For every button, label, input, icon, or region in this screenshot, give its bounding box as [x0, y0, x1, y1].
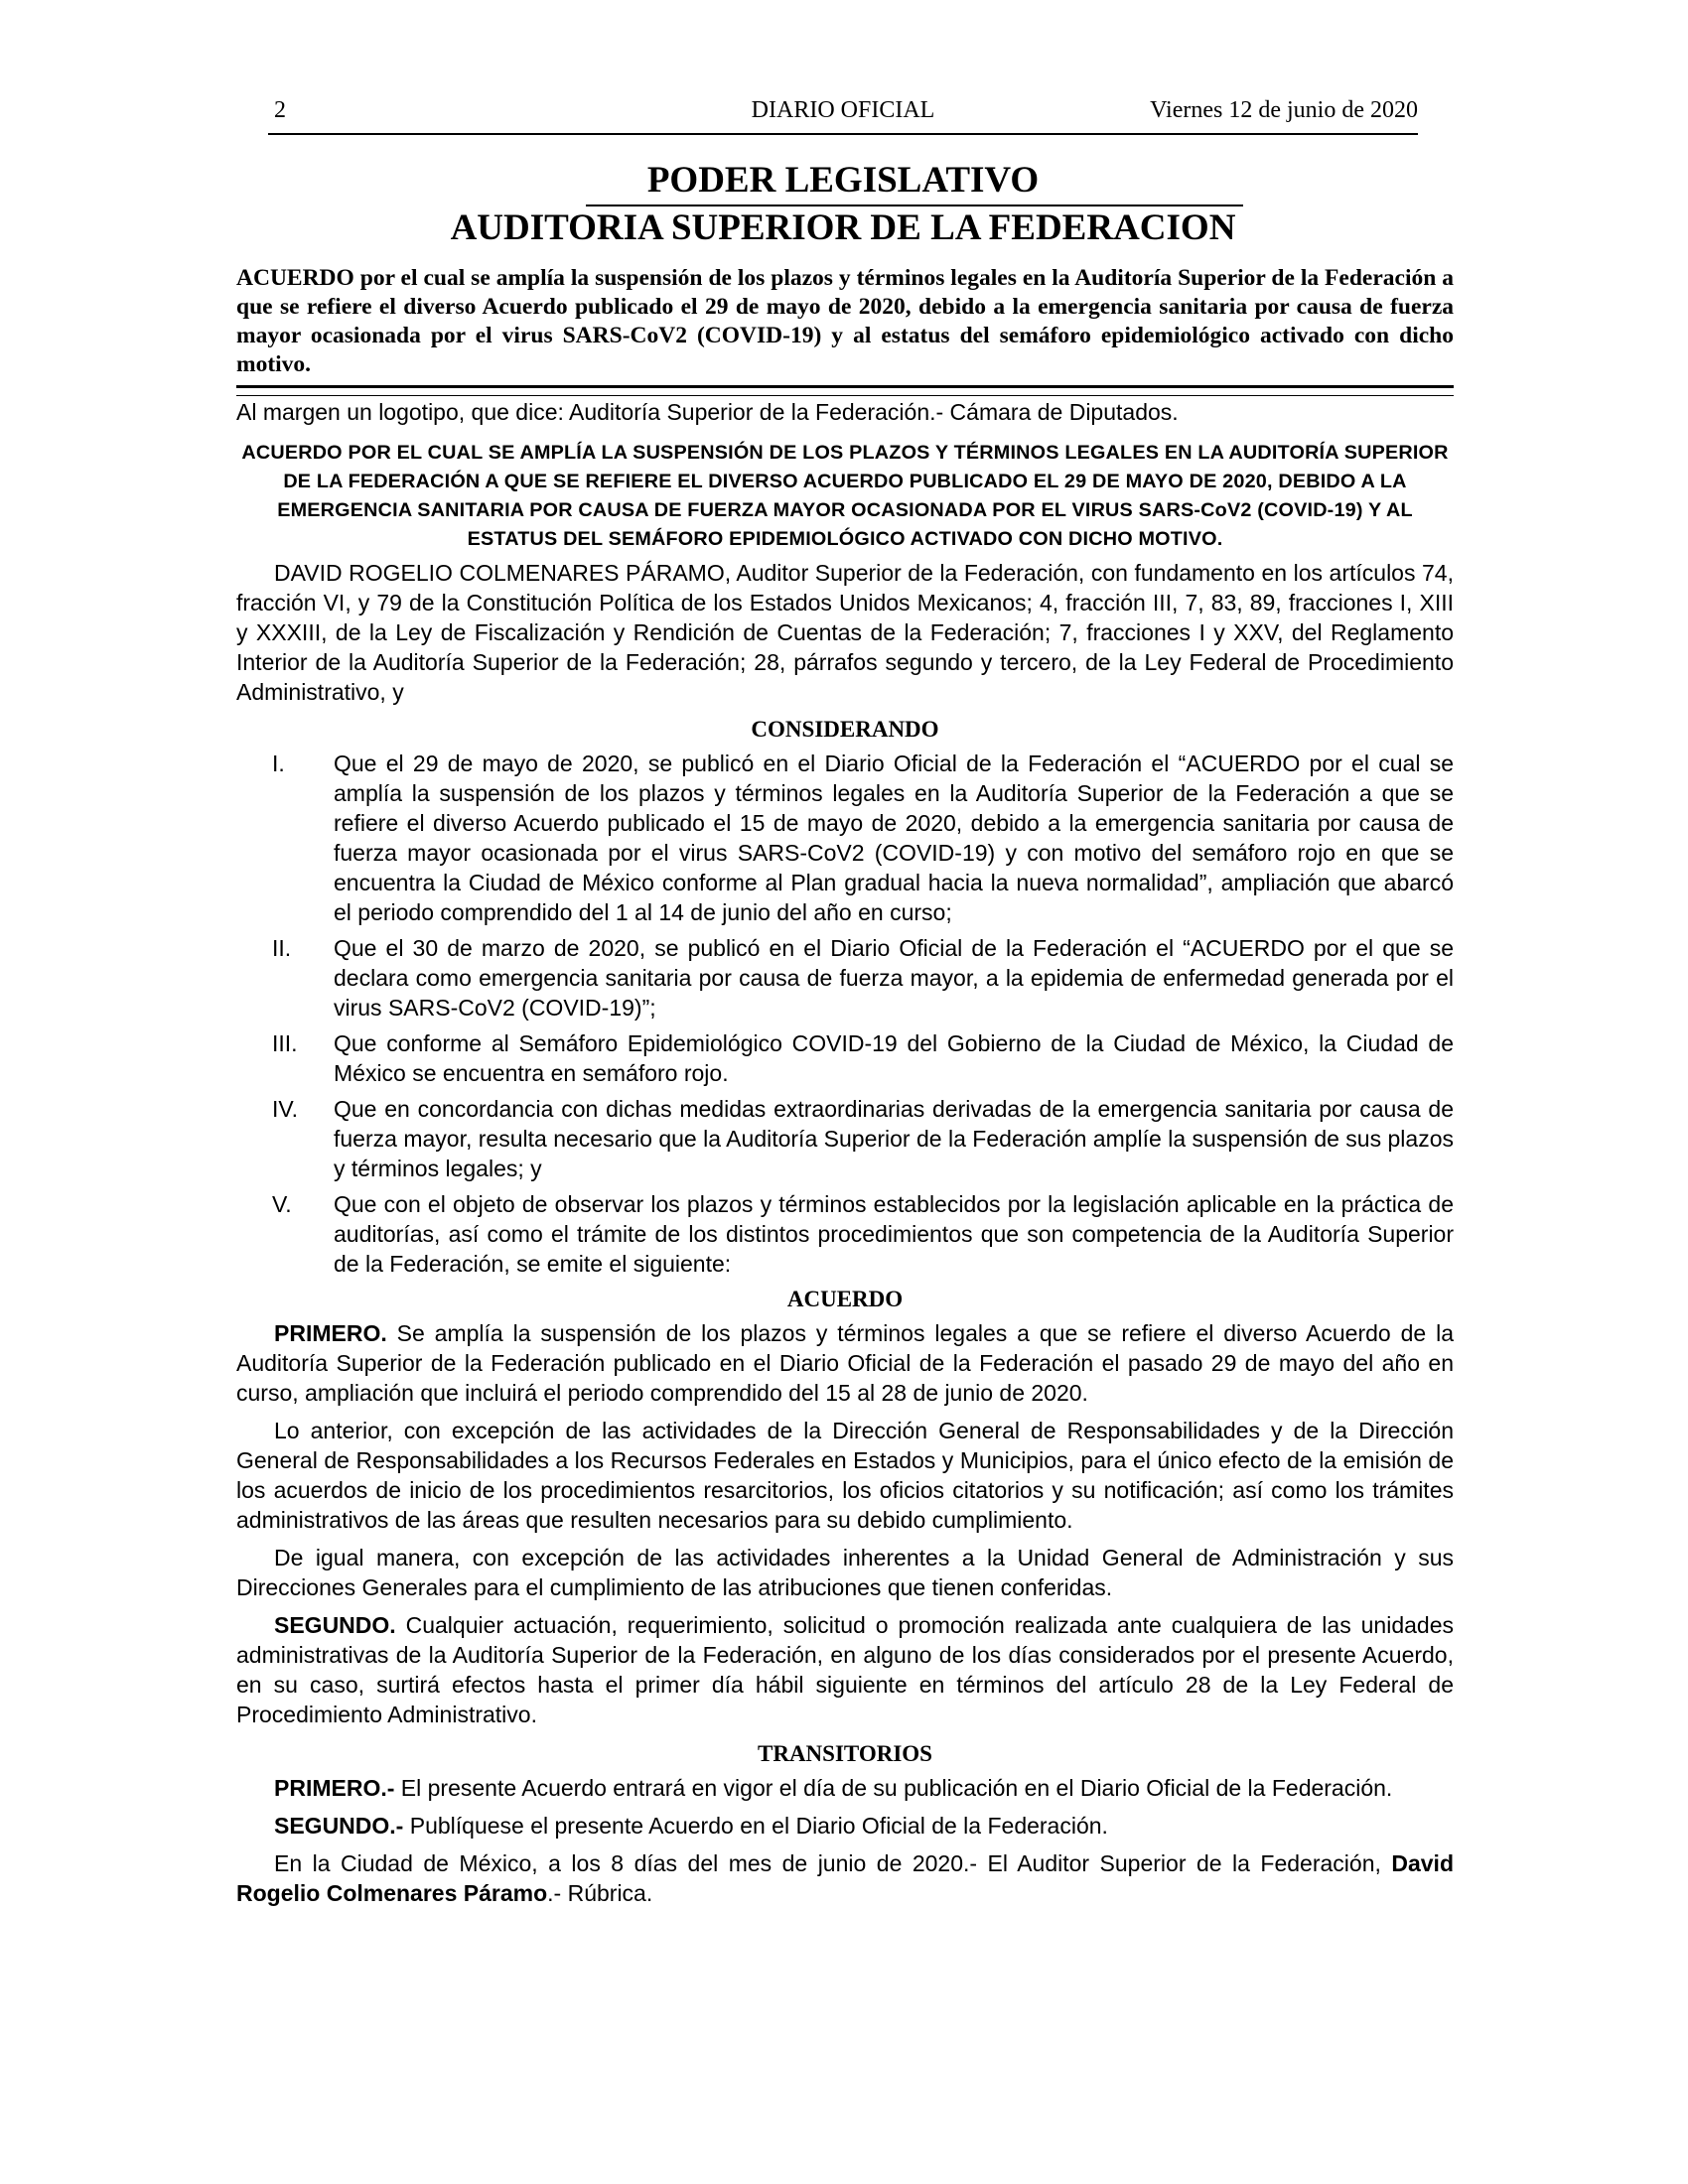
- transitorio-segundo: [236, 1811, 1454, 1841]
- considerando-item: [236, 1028, 1454, 1088]
- publication-date: Viernes 12 de junio de 2020: [1150, 97, 1418, 123]
- considerando-item: [236, 1094, 1454, 1183]
- transitorio-primero-text: El presente Acuerdo entrará en vigor el día de su publicación en el Diario Oficial de la Federación.: [394, 1775, 1393, 1801]
- page-number: 2: [274, 97, 286, 123]
- acuerdo-primero: [236, 1318, 1454, 1408]
- item-text: Que el 30 de marzo de 2020, se publicó en el Diario Oficial de la Federación el “ACUERDO por el que se declara como emergencia sanitaria por causa de fuerza mayor, a la epidemia de enfermedad generada por el virus SARS-CoV2 (COVID-19)”;: [334, 935, 1454, 1021]
- item-text: Que con el objeto de observar los plazos y términos establecidos por la legislación aplicable en la práctica de auditorías, así como el trámite de los distintos procedimientos que son competencia de la Auditoría Superior de la Federación, se emite el siguiente:: [334, 1191, 1454, 1277]
- caps-title: ACUERDO POR EL CUAL SE AMPLÍA LA SUSPENSIÓN DE LOS PLAZOS Y TÉRMINOS LEGALES EN LA AUDITORÍA SUPERIOR DE LA FEDERACIÓN A QUE SE REFIERE EL DIVERSO ACUERDO PUBLICADO EL 29 DE MAYO DE 2020, DEBIDO A LA EMERGENCIA SANITARIA POR CAUSA DE FUERZA MAYOR OCASIONADA POR EL VIRUS SARS-CoV2 (COVID-19) Y AL ESTATUS DEL SEMÁFORO EPIDEMIOLÓGICO ACTIVADO CON DICHO MOTIVO.: [241, 442, 1449, 550]
- signer-name: David Rogelio Colmenares Páramo: [236, 1850, 1454, 1906]
- item-number: II.: [272, 935, 292, 961]
- transitorio-segundo-text: Publíquese el presente Acuerdo en el Diario Oficial de la Federación.: [403, 1813, 1108, 1839]
- section-title-line1: PODER LEGISLATIVO: [646, 160, 1040, 201]
- section-title-line2: AUDITORIA SUPERIOR DE LA FEDERACION: [450, 207, 1236, 248]
- double-rule-divider: [236, 385, 1454, 396]
- document-summary: ACUERDO por el cual se amplía la suspensión de los plazos y términos legales en la Auditoría Superior de la Federación a que se refiere el diverso Acuerdo publicado el 29 de mayo de 2020, debido a la emergencia sanitaria por causa de fuerza mayor ocasionada por el virus SARS-CoV2 (COVID-19) y al estatus del semáforo epidemiológico activado con dicho motivo.: [236, 265, 1454, 377]
- considerando-heading: CONSIDERANDO: [751, 717, 939, 742]
- acuerdo-paragraph-2: Lo anterior, con excepción de las actividades de la Dirección General de Responsabilidades y de la Dirección General de Responsabilidades a los Recursos Federales en Estados y Municipios, para el único efecto de la emisión de los acuerdos de inicio de los procedimientos resarcitorios, los oficios citatorios y su notificación; así como los trámites administrativos de las áreas que resulten necesarios para su debido cumplimiento.: [236, 1418, 1454, 1533]
- transitorio-primero: [236, 1773, 1454, 1803]
- transitorios-heading: TRANSITORIOS: [758, 1741, 932, 1766]
- acuerdo-segundo-text: Cualquier actuación, requerimiento, solicitud o promoción realizada ante cualquiera de las unidades administrativas de la Auditoría Superior de la Federación, en alguno de los días considerados por el presente Acuerdo, en su caso, surtirá efectos hasta el primer día hábil siguiente en términos del artículo 28 de la Ley Federal de Procedimiento Administrativo.: [236, 1612, 1454, 1727]
- considerando-item: [236, 933, 1454, 1023]
- publication-name: DIARIO OFICIAL: [751, 97, 935, 123]
- item-number: IV.: [272, 1096, 299, 1122]
- document-body: [236, 397, 1454, 1916]
- acuerdo-primero-text: Se amplía la suspensión de los plazos y términos legales a que se refiere el diverso Acuerdo de la Auditoría Superior de la Federación publicado en el Diario Oficial de la Federación el pasado 29 de mayo del año en curso, ampliación que incluirá el periodo comprendido del 15 al 28 de junio de 2020.: [236, 1320, 1454, 1406]
- item-text: Que el 29 de mayo de 2020, se publicó en el Diario Oficial de la Federación el “ACUERDO por el cual se amplía la suspensión de los plazos y términos legales en la Auditoría Superior de la Federación a que se refiere el diverso Acuerdo publicado el 15 de mayo de 2020, debido a la emergencia sanitaria por causa de fuerza mayor ocasionada por el virus SARS-CoV2 (COVID-19) y con motivo del semáforo rojo en que se encuentra la Ciudad de México conforme al Plan gradual hacia la nueva normalidad”, ampliación que abarcó el periodo comprendido del 1 al 14 de junio del año en curso;: [334, 751, 1454, 925]
- considerando-item: [236, 749, 1454, 927]
- item-number: III.: [272, 1030, 298, 1056]
- closing-paragraph: [236, 1848, 1454, 1908]
- considerando-item: [236, 1189, 1454, 1279]
- closing-text: En la Ciudad de México, a los 8 días del mes de junio de 2020.- El Auditor Superior de la Federación,: [274, 1850, 1392, 1876]
- item-text: Que en concordancia con dichas medidas extraordinarias derivadas de la emergencia sanitaria por causa de fuerza mayor, resulta necesario que la Auditoría Superior de la Federación amplíe la suspensión de sus plazos y términos legales; y: [334, 1096, 1454, 1181]
- item-number: I.: [272, 751, 285, 776]
- transitorio-primero-label: PRIMERO.-: [274, 1775, 395, 1801]
- acuerdo-primero-label: PRIMERO.: [274, 1320, 387, 1346]
- item-number: V.: [272, 1191, 292, 1217]
- acuerdo-paragraph-3: De igual manera, con excepción de las actividades inherentes a la Unidad General de Administración y sus Direcciones Generales para el cumplimiento de las atribuciones que tienen conferidas.: [236, 1545, 1454, 1600]
- signature-suffix: .- Rúbrica.: [547, 1880, 653, 1906]
- transitorio-segundo-label: SEGUNDO.-: [274, 1813, 404, 1839]
- item-text: Que conforme al Semáforo Epidemiológico COVID-19 del Gobierno de la Ciudad de México, la Ciudad de México se encuentra en semáforo rojo.: [334, 1030, 1454, 1086]
- preamble: DAVID ROGELIO COLMENARES PÁRAMO, Auditor Superior de la Federación, con fundamento en los artículos 74, fracción VI, y 79 de la Constitución Política de los Estados Unidos Mexicanos; 4, fracción III, 7, 83, 89, fracciones I, XIII y XXXIII, de la Ley de Fiscalización y Rendición de Cuentas de la Federación; 7, fracciones I y XXV, del Reglamento Interior de la Auditoría Superior de la Federación; 28, párrafos segundo y tercero, de la Ley Federal de Procedimiento Administrativo, y: [236, 560, 1454, 705]
- margin-note: Al margen un logotipo, que dice: Auditoría Superior de la Federación.- Cámara de Diputados.: [236, 399, 1179, 425]
- page-header: [268, 97, 1418, 135]
- acuerdo-segundo: [236, 1610, 1454, 1729]
- acuerdo-segundo-label: SEGUNDO.: [274, 1612, 396, 1638]
- acuerdo-heading: ACUERDO: [786, 1287, 904, 1311]
